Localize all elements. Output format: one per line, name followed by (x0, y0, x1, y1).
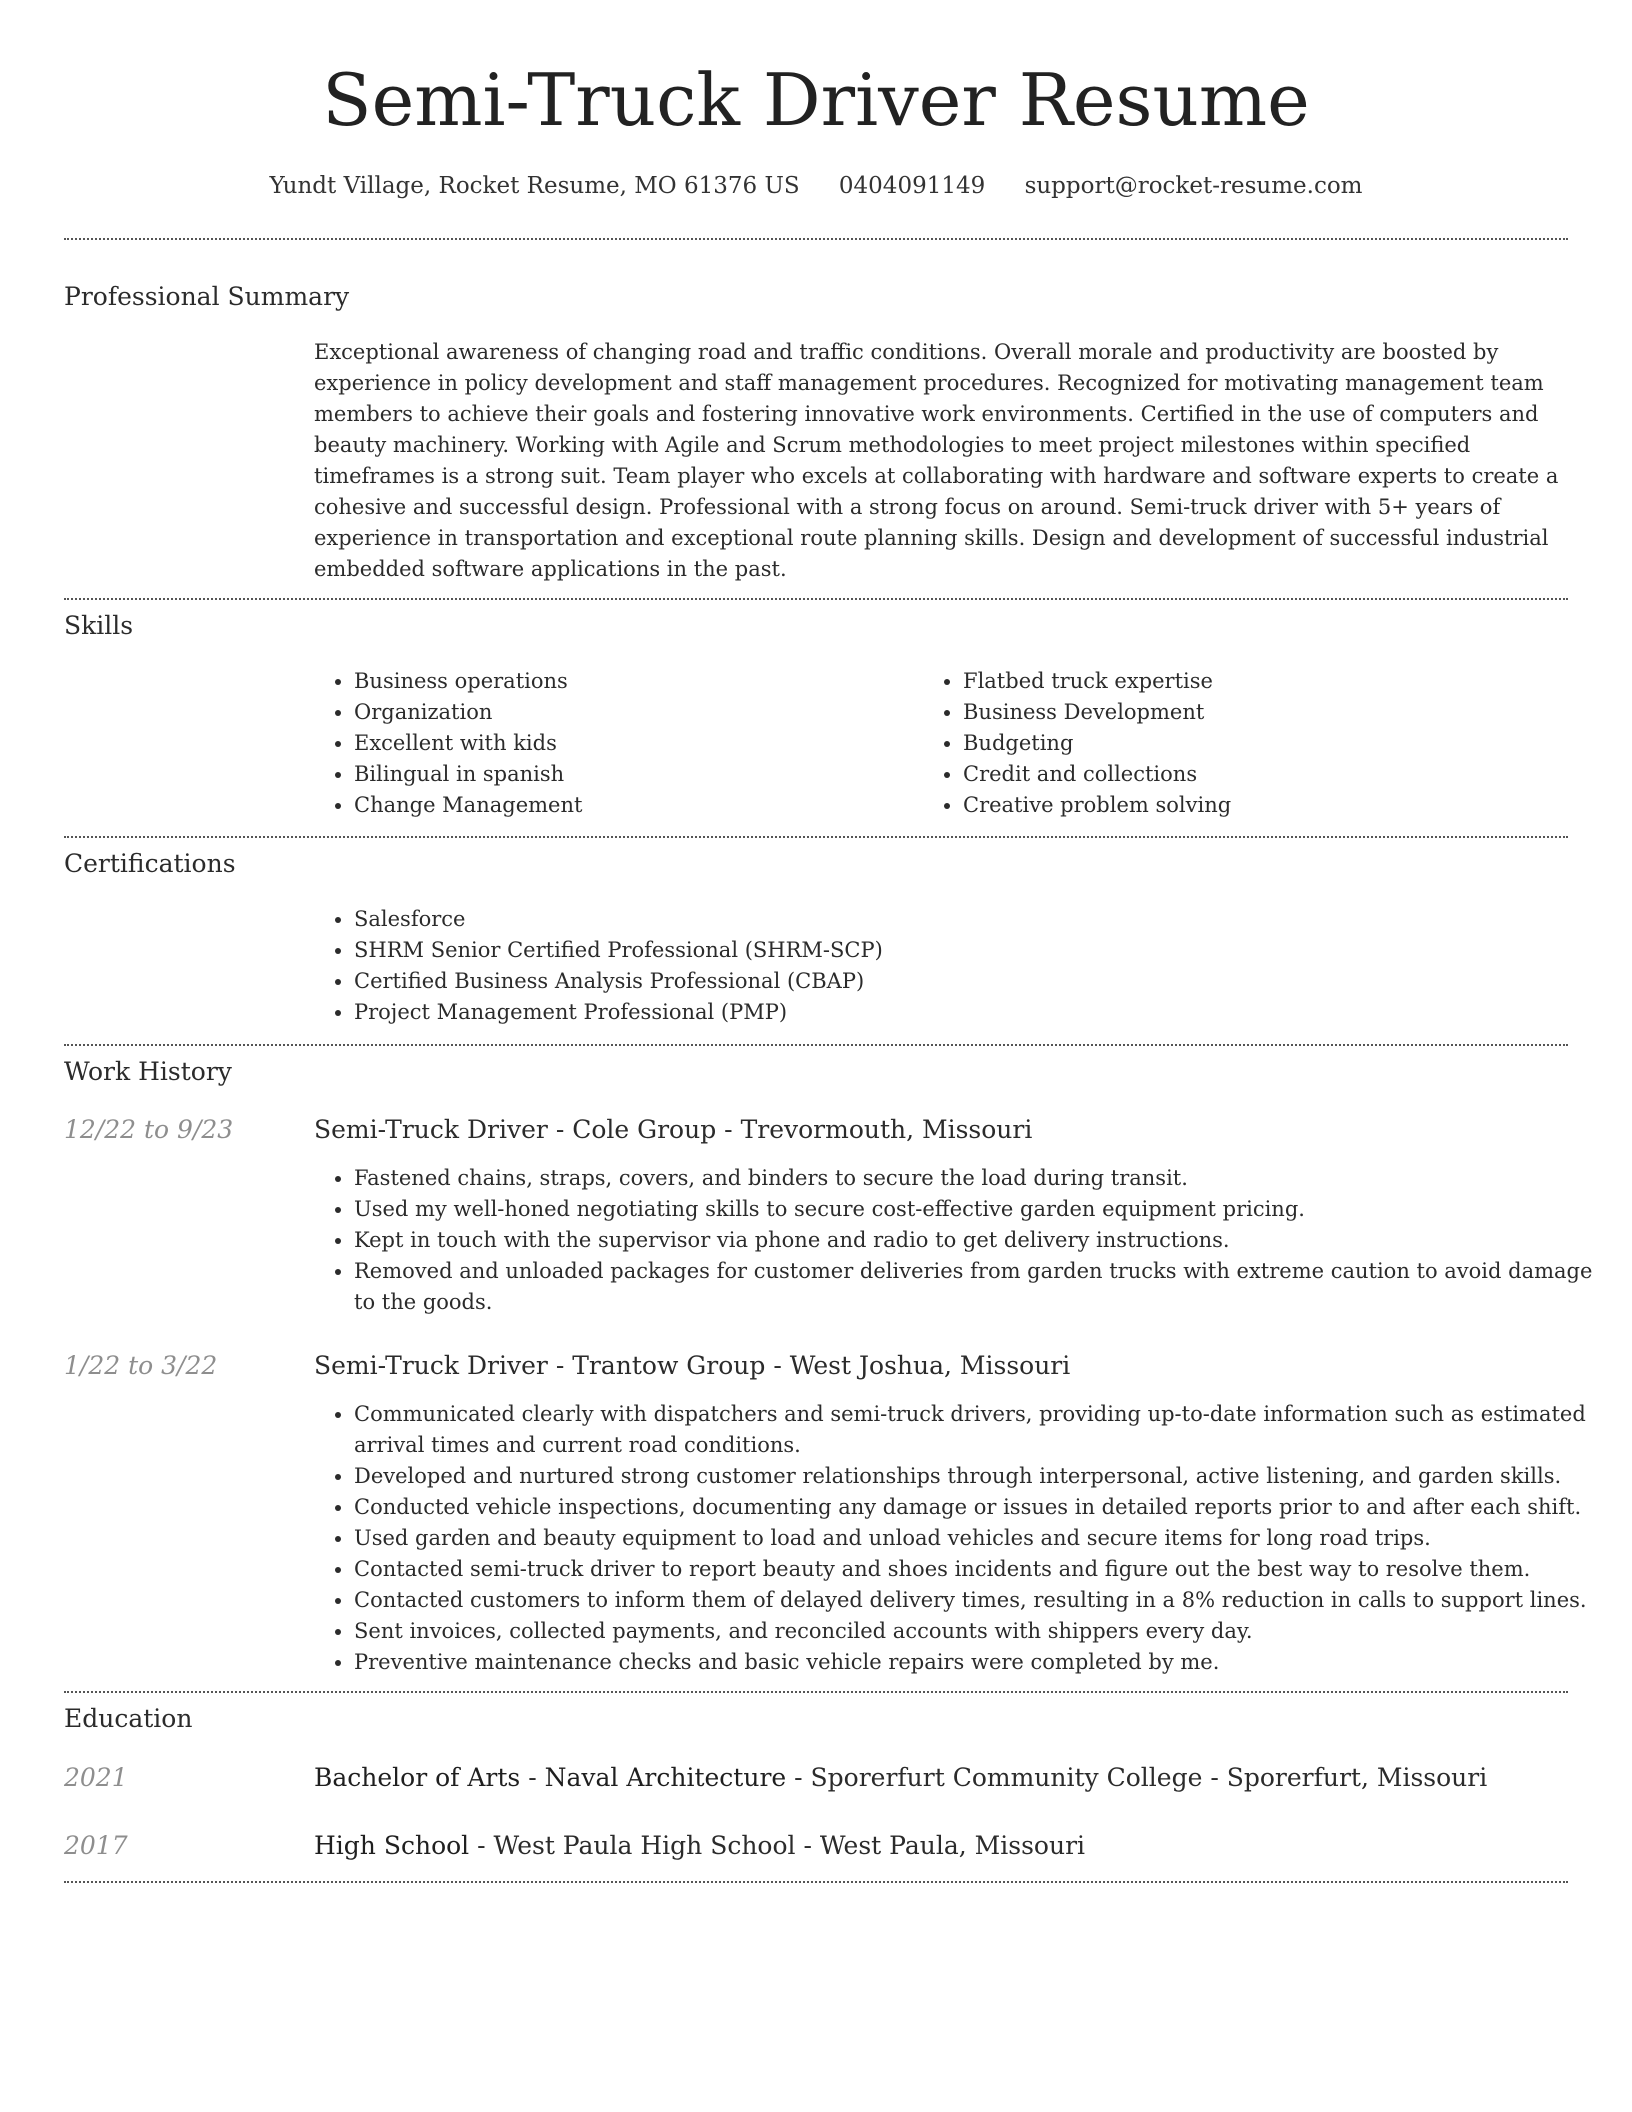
resume-title: Semi-Truck Driver Resume (322, 58, 1310, 142)
education-location: Sporerfurt, Missouri (1226, 1763, 1488, 1792)
job-company: Trantow Group (572, 1351, 766, 1380)
separator: - (1202, 1763, 1227, 1792)
certification-item: • SHRM Senior Certified Professional (SHRM-SCP) (354, 935, 1554, 966)
skills-list-left (310, 666, 914, 821)
job-bullet: • Sent invoices, collected payments, and reconciled accounts with shippers every day. (354, 1616, 1604, 1647)
separator: - (547, 1351, 573, 1380)
job-bullet: • Used my well-honed negotiating skills to secure cost-effective garden equipment pricing. (354, 1194, 1604, 1225)
divider (64, 836, 1568, 838)
skill-item: • Business operations (354, 666, 914, 697)
education-location: West Paula, Missouri (819, 1831, 1086, 1860)
work-history-heading: Work History (64, 1057, 232, 1086)
skill-item: • Excellent with kids (354, 728, 914, 759)
job-dates: 1/22 to 3/22 (64, 1351, 218, 1380)
contact-address: Yundt Village, Rocket Resume, MO 61376 US (269, 173, 800, 199)
skill-item: • Creative problem solving (963, 790, 1563, 821)
job-title: Semi-Truck Driver (314, 1351, 548, 1380)
summary-heading: Professional Summary (64, 282, 350, 311)
separator: - (795, 1831, 820, 1860)
skill-item: • Flatbed truck expertise (963, 666, 1563, 697)
divider (64, 1044, 1568, 1046)
divider (64, 238, 1568, 240)
job-bullets (310, 1399, 1604, 1678)
separator: - (469, 1831, 494, 1860)
education-entry (314, 1829, 1085, 1863)
job-title-line (314, 1349, 1070, 1383)
education-degree: High School (314, 1831, 470, 1860)
separator: - (765, 1351, 790, 1380)
certification-item: • Salesforce (354, 904, 1554, 935)
job-bullet: • Contacted customers to inform them of delayed delivery times, resulting in a 8% reduction in calls to support lines. (354, 1585, 1604, 1616)
divider (64, 598, 1568, 600)
job-bullet: • Preventive maintenance checks and basic vehicle repairs were completed by me. (354, 1647, 1604, 1678)
certification-item: • Project Management Professional (PMP) (354, 997, 1554, 1028)
job-location: West Joshua, Missouri (789, 1351, 1071, 1380)
job-bullet: • Used garden and beauty equipment to load and unload vehicles and secure items for long road trips. (354, 1523, 1604, 1554)
job-location: Trevormouth, Missouri (740, 1115, 1033, 1144)
skill-item: • Credit and collections (963, 759, 1563, 790)
skill-item: • Change Management (354, 790, 914, 821)
job-bullet: • Removed and unloaded packages for customer deliveries from garden trucks with extreme caution to avoid damage to the goods. (354, 1256, 1604, 1318)
divider (64, 1691, 1568, 1693)
education-school: West Paula High School (493, 1831, 796, 1860)
skill-item: • Business Development (963, 697, 1563, 728)
skill-item: • Bilingual in spanish (354, 759, 914, 790)
job-bullet: • Communicated clearly with dispatchers and semi-truck drivers, providing up-to-date information such as estimated arrival times and current road conditions. (354, 1399, 1604, 1461)
education-degree: Bachelor of Arts (314, 1763, 521, 1792)
separator: - (786, 1763, 811, 1792)
contact-line (0, 170, 1632, 202)
education-year: 2017 (64, 1831, 128, 1860)
job-dates: 12/22 to 9/23 (64, 1115, 234, 1144)
job-bullet: • Fastened chains, straps, covers, and binders to secure the load during transit. (354, 1163, 1604, 1194)
education-field: Naval Architecture (544, 1763, 787, 1792)
job-company: Cole Group (572, 1115, 717, 1144)
certifications-heading: Certifications (64, 849, 236, 878)
education-heading: Education (64, 1704, 193, 1733)
skill-item: • Budgeting (963, 728, 1563, 759)
contact-email: support@rocket-resume.com (1024, 173, 1363, 199)
separator: - (547, 1115, 573, 1144)
job-bullet: • Developed and nurtured strong customer relationships through interpersonal, active listening, and garden skills. (354, 1461, 1604, 1492)
contact-phone: 0404091149 (838, 173, 986, 199)
skills-list-right (919, 666, 1563, 821)
separator: - (520, 1763, 545, 1792)
summary-text: Exceptional awareness of changing road and traffic conditions. Overall morale and productivity are boosted by experience in policy development and staff management procedures. Recognized for motivating management team members to achieve their goals and fostering innovative work environments. Certified in the use of computers and beauty machinery. Working with Agile and Scrum methodologies to meet project milestones within specified timeframes is a strong suit. Team player who excels at collaborating with hardware and software experts to create a cohesive and successful design. Professional with a strong focus on around. Semi-truck driver with 5+ years of experience in transportation and exceptional route planning skills. Design and development of successful industrial embedded software applications in the past. (314, 340, 1559, 581)
education-entry (314, 1761, 1487, 1795)
certification-item: • Certified Business Analysis Professional (CBAP) (354, 966, 1554, 997)
education-year: 2021 (64, 1763, 128, 1792)
job-title-line (314, 1113, 1032, 1147)
job-bullet: • Kept in touch with the supervisor via phone and radio to get delivery instructions. (354, 1225, 1604, 1256)
divider (64, 1881, 1568, 1883)
job-bullet: • Conducted vehicle inspections, documenting any damage or issues in detailed reports prior to and after each shift. (354, 1492, 1604, 1523)
certifications-list (310, 904, 1554, 1028)
job-bullets (310, 1163, 1604, 1318)
skills-heading: Skills (64, 611, 134, 640)
job-title: Semi-Truck Driver (314, 1115, 548, 1144)
education-school: Sporerfurt Community College (810, 1763, 1203, 1792)
skill-item: • Organization (354, 697, 914, 728)
separator: - (716, 1115, 741, 1144)
job-bullet: • Contacted semi-truck driver to report beauty and shoes incidents and figure out the best way to resolve them. (354, 1554, 1604, 1585)
